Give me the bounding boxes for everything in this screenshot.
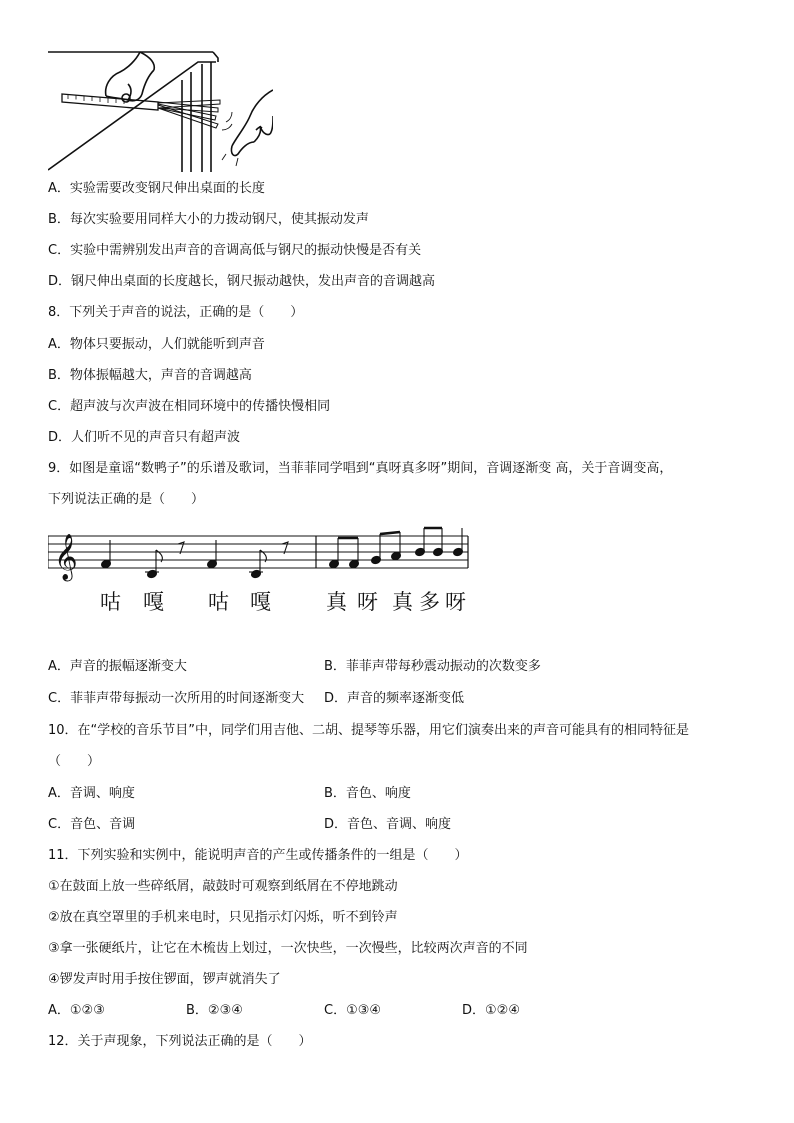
q10-option-b: B．音色、响度 bbox=[324, 786, 411, 801]
lyric-word: 呀 bbox=[357, 590, 378, 614]
q12-stem: 12．关于声现象，下列说法正确的是（ ） bbox=[48, 1034, 312, 1049]
q8-option-b: B．物体振幅越大，声音的音调越高 bbox=[48, 368, 252, 383]
q9-stem-line1: 9．如图是童谣“数鸭子”的乐谱及歌词，当菲菲同学唱到“真呀真多呀”期间，音调逐渐变 高，关于音调变高， bbox=[48, 461, 673, 476]
q9-option-c: C．菲菲声带每振动一次所用的时间逐渐变大 bbox=[48, 691, 305, 706]
treble-clef-icon: 𝄞 bbox=[54, 534, 78, 580]
q8-option-d: D．人们听不见的声音只有超声波 bbox=[48, 430, 241, 445]
lyric-word: 真 bbox=[392, 590, 413, 614]
lyric-word: 真 bbox=[326, 590, 347, 614]
q7-option-a: A．实验需要改变钢尺伸出桌面的长度 bbox=[48, 181, 265, 196]
q11-option-b: B．②③④ bbox=[186, 1003, 243, 1018]
lyric-word: 呀 bbox=[445, 590, 466, 614]
music-score bbox=[48, 522, 478, 584]
lyric-word: 嘎 bbox=[250, 590, 271, 614]
q9-option-a: A．声音的振幅逐渐变大 bbox=[48, 659, 187, 674]
lyric-word: 咕 bbox=[208, 590, 229, 614]
q10-stem-line1: 10．在“学校的音乐节目”中，同学们用吉他、二胡、提琴等乐器，用它们演奏出来的声音可能具有的相同特征是 bbox=[48, 723, 690, 738]
q11-item-4: ④锣发声时用手按住锣面，锣声就消失了 bbox=[48, 972, 281, 987]
q8-option-c: C．超声波与次声波在相同环境中的传播快慢相同 bbox=[48, 399, 331, 414]
q11-option-a: A．①②③ bbox=[48, 1003, 105, 1018]
lyric-word: 嘎 bbox=[143, 590, 164, 614]
q10-stem-line2: （ ） bbox=[48, 754, 101, 769]
q9-stem-line2: 下列说法正确的是（ ） bbox=[48, 492, 205, 507]
q8-option-a: A．物体只要振动，人们就能听到声音 bbox=[48, 337, 265, 352]
q11-option-c: C．①③④ bbox=[324, 1003, 382, 1018]
q11-item-3: ③拿一张硬纸片，让它在木梳齿上划过，一次快些，一次慢些，比较两次声音的不同 bbox=[48, 941, 528, 956]
lyric-word: 咕 bbox=[100, 590, 121, 614]
ruler-experiment-figure bbox=[48, 50, 273, 175]
q10-option-c: C．音色、音调 bbox=[48, 817, 136, 832]
q10-option-d: D．音色、音调、响度 bbox=[324, 817, 452, 832]
lyric-word: 多 bbox=[419, 590, 440, 614]
q8-stem: 8．下列关于声音的说法，正确的是（ ） bbox=[48, 305, 304, 320]
q10-option-a: A．音调、响度 bbox=[48, 786, 135, 801]
q11-item-1: ①在鼓面上放一些碎纸屑，敲鼓时可观察到纸屑在不停地跳动 bbox=[48, 879, 398, 894]
q9-option-d: D．声音的频率逐渐变低 bbox=[324, 691, 465, 706]
q7-option-d: D．钢尺伸出桌面的长度越长，钢尺振动越快，发出声音的音调越高 bbox=[48, 274, 436, 289]
q9-option-b: B．菲菲声带每秒震动振动的次数变多 bbox=[324, 659, 541, 674]
q11-option-d: D．①②④ bbox=[462, 1003, 520, 1018]
q11-stem: 11．下列实验和实例中，能说明声音的产生或传播条件的一组是（ ） bbox=[48, 848, 468, 863]
q11-item-2: ②放在真空罩里的手机来电时，只见指示灯闪烁，听不到铃声 bbox=[48, 910, 398, 925]
q7-option-c: C．实验中需辨别发出声音的音调高低与钢尺的振动快慢是否有关 bbox=[48, 243, 422, 258]
q7-option-b: B．每次实验要用同样大小的力拨动钢尺，使其振动发声 bbox=[48, 212, 369, 227]
